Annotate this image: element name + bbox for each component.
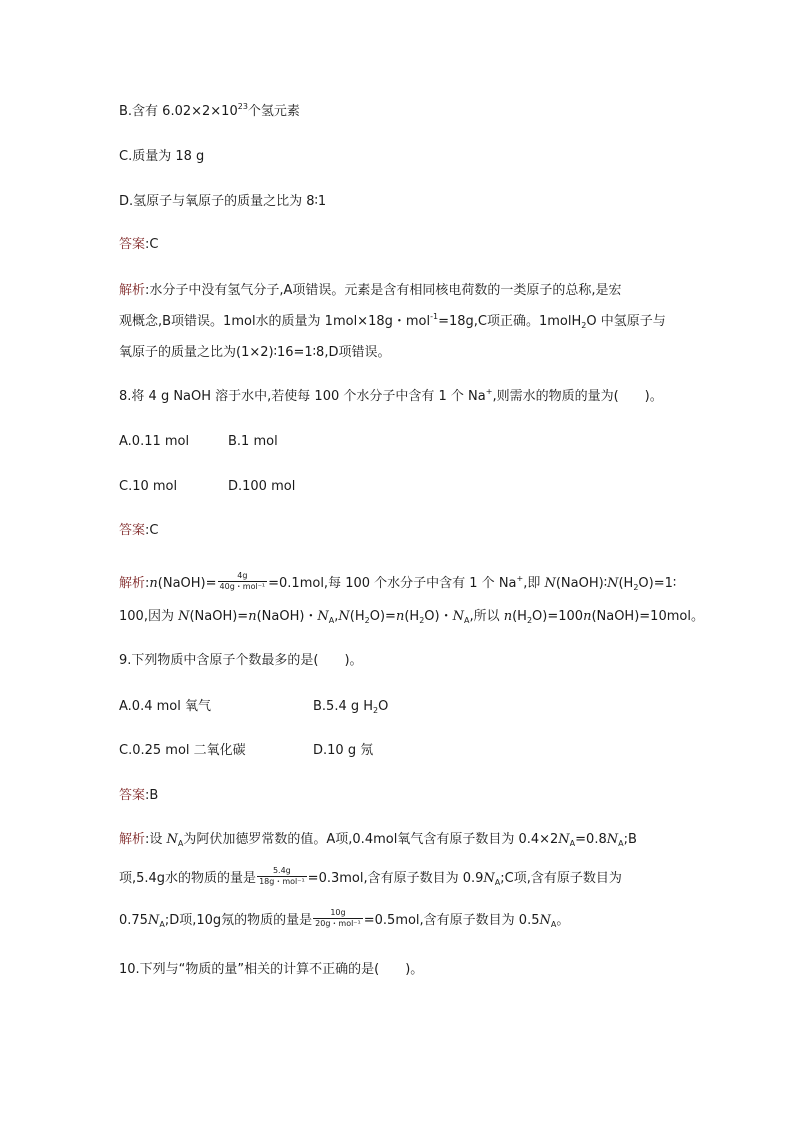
var-N: N (317, 609, 329, 624)
analysis-text: ,即 (523, 576, 545, 591)
q9-analysis-line-3 (119, 910, 569, 931)
analysis-colon: : (145, 576, 150, 591)
fraction (218, 571, 268, 592)
analysis-text: (NaOH)= (157, 576, 217, 591)
var-n: n (583, 609, 592, 624)
fraction (257, 866, 307, 887)
q8-analysis-line-2 (119, 609, 704, 625)
subscript: 2 (364, 616, 370, 625)
subscript: A (569, 839, 576, 848)
superscript: + (485, 387, 493, 396)
analysis-text: =0.8 (575, 832, 607, 847)
var-N: N (483, 871, 495, 886)
fraction-denominator: 40g・mol⁻¹ (219, 582, 266, 591)
fraction (313, 908, 363, 929)
subscript: A (618, 839, 624, 848)
option-text: O (378, 699, 389, 714)
q8-answer (119, 523, 158, 539)
var-N: N (147, 913, 160, 928)
subscript: A (177, 839, 184, 848)
subscript: A (159, 920, 165, 929)
q7-analysis-line-1 (119, 283, 622, 299)
q9-analysis-line-1 (119, 832, 637, 848)
q9-stem: 9.下列物质中含原子个数最多的是( )。 (119, 653, 363, 668)
analysis-text: 100,因为 (119, 609, 179, 624)
q8-option-c: C.10 mol (119, 479, 178, 494)
q9-option-d: D.10 g 氖 (313, 743, 374, 758)
analysis-text: (H (349, 609, 365, 624)
q9-option-c: C.0.25 mol 二氧化碳 (119, 743, 246, 758)
answer-value: :C (145, 523, 159, 538)
q7-answer (119, 237, 158, 253)
subscript: A (463, 616, 470, 625)
analysis-text: (H (404, 609, 420, 624)
answer-value: :C (145, 237, 159, 252)
subscript: A (328, 616, 335, 625)
var-N: N (606, 832, 619, 847)
q8-stem (119, 389, 663, 405)
analysis-text: ,所以 (469, 609, 504, 624)
analysis-text: :设 (145, 832, 167, 847)
analysis-text: :水分子中没有氢气分子,A项错误。元素是含有相同核电荷数的一类原子的总称,是宏 (145, 283, 622, 298)
fraction-denominator: 20g・mol⁻¹ (315, 919, 361, 928)
var-N: N (452, 609, 464, 624)
var-n: n (149, 576, 158, 591)
fraction-numerator: 4g (218, 571, 268, 582)
superscript: -1 (430, 312, 439, 321)
subscript: 2 (419, 616, 425, 625)
q8-option-d: D.100 mol (228, 479, 296, 494)
var-n: n (248, 609, 257, 624)
analysis-text: (NaOH)= (189, 609, 249, 624)
stem-text: 8.将 4 g NaOH 溶于水中,若使每 100 个水分子中含有 1 个 Na (119, 389, 486, 404)
stem-text: ,则需水的物质的量为( )。 (492, 389, 663, 404)
fraction-denominator: 18g・mol⁻¹ (259, 877, 305, 886)
analysis-text: (NaOH)∶ (555, 576, 608, 591)
analysis-text: (H (618, 576, 634, 591)
fraction-numerator: 5.4g (257, 866, 307, 877)
q10-stem: 10.下列与“物质的量”相关的计算不正确的是( )。 (119, 962, 424, 977)
q7-option-b-exponent: 23 (237, 102, 248, 111)
q7-option-d: D.氢原子与氧原子的质量之比为 8∶1 (119, 194, 327, 209)
fraction-numerator: 10g (313, 908, 363, 919)
q9-option-a: A.0.4 mol 氧气 (119, 699, 211, 714)
analysis-text: 。 (556, 913, 570, 928)
answer-value: :B (145, 788, 159, 803)
subscript: 2 (633, 583, 639, 592)
analysis-text: O)=100 (532, 609, 584, 624)
q9-answer (119, 788, 158, 804)
analysis-text: 0.75 (119, 913, 148, 928)
q8-option-a: A.0.11 mol (119, 434, 190, 449)
analysis-label: 解析 (119, 576, 146, 591)
q7-option-b-text: B.含有 6.02×2×10 (119, 104, 238, 119)
subscript: A (550, 920, 557, 929)
var-N: N (544, 576, 556, 591)
analysis-text: ;B (623, 832, 637, 847)
superscript: + (516, 574, 524, 583)
q7-option-b (119, 104, 300, 120)
answer-label: 答案 (119, 523, 146, 538)
var-N: N (166, 832, 178, 847)
q8-analysis-line-1 (119, 573, 676, 594)
answer-label: 答案 (119, 237, 146, 252)
subscript: 2 (581, 321, 587, 330)
q7-option-b-tail: 个氢元素 (247, 104, 300, 119)
subscript: A (494, 878, 501, 887)
analysis-text: 项,5.4g水的物质的量是 (119, 871, 257, 886)
var-N: N (539, 913, 551, 928)
answer-label: 答案 (119, 788, 146, 803)
q9-analysis-line-2 (119, 868, 622, 889)
subscript: 2 (526, 616, 533, 625)
var-N: N (607, 576, 619, 591)
q7-option-c: C.质量为 18 g (119, 149, 205, 164)
var-N: N (558, 832, 570, 847)
analysis-label: 解析 (119, 832, 146, 847)
analysis-label: 解析 (119, 283, 146, 298)
analysis-text: 观概念,B项错误。1mol水的质量为 1mol×18g・mol (119, 314, 431, 329)
analysis-text: ;C项,含有原子数目为 (500, 871, 622, 886)
var-n: n (503, 609, 513, 624)
var-N: N (338, 609, 350, 624)
analysis-text: =0.3mol,含有原子数目为 0.9 (307, 871, 484, 886)
var-n: n (395, 609, 405, 624)
analysis-text: =18g,C项正确。1molH (438, 314, 582, 329)
analysis-text: 为阿伏加德罗常数的值。A项,0.4mol氧气含有原子数目为 0.4×2 (183, 832, 559, 847)
q7-analysis-line-3: 氧原子的质量之比为(1×2)∶16=1∶8,D项错误。 (119, 345, 391, 360)
q8-option-b: B.1 mol (228, 434, 278, 449)
analysis-text: O)= (369, 609, 396, 624)
analysis-text: =0.5mol,含有原子数目为 0.5 (363, 913, 540, 928)
var-N: N (178, 609, 190, 624)
analysis-text: O)・ (424, 609, 453, 624)
subscript: 2 (373, 706, 379, 715)
analysis-text: , (334, 609, 339, 624)
option-text: B.5.4 g H (313, 699, 374, 714)
analysis-text: (H (512, 609, 527, 624)
analysis-text: O 中氢原子与 (586, 314, 666, 329)
q9-option-b (313, 699, 388, 715)
analysis-text: =0.1mol,每 100 个水分子中含有 1 个 Na (268, 576, 517, 591)
analysis-text: ;D项,10g氖的物质的量是 (164, 913, 313, 928)
analysis-text: (NaOH)・ (256, 609, 318, 624)
q7-analysis-line-2 (119, 314, 666, 330)
analysis-text: (NaOH)=10mol。 (591, 609, 704, 624)
analysis-text: O)=1∶ (638, 576, 677, 591)
